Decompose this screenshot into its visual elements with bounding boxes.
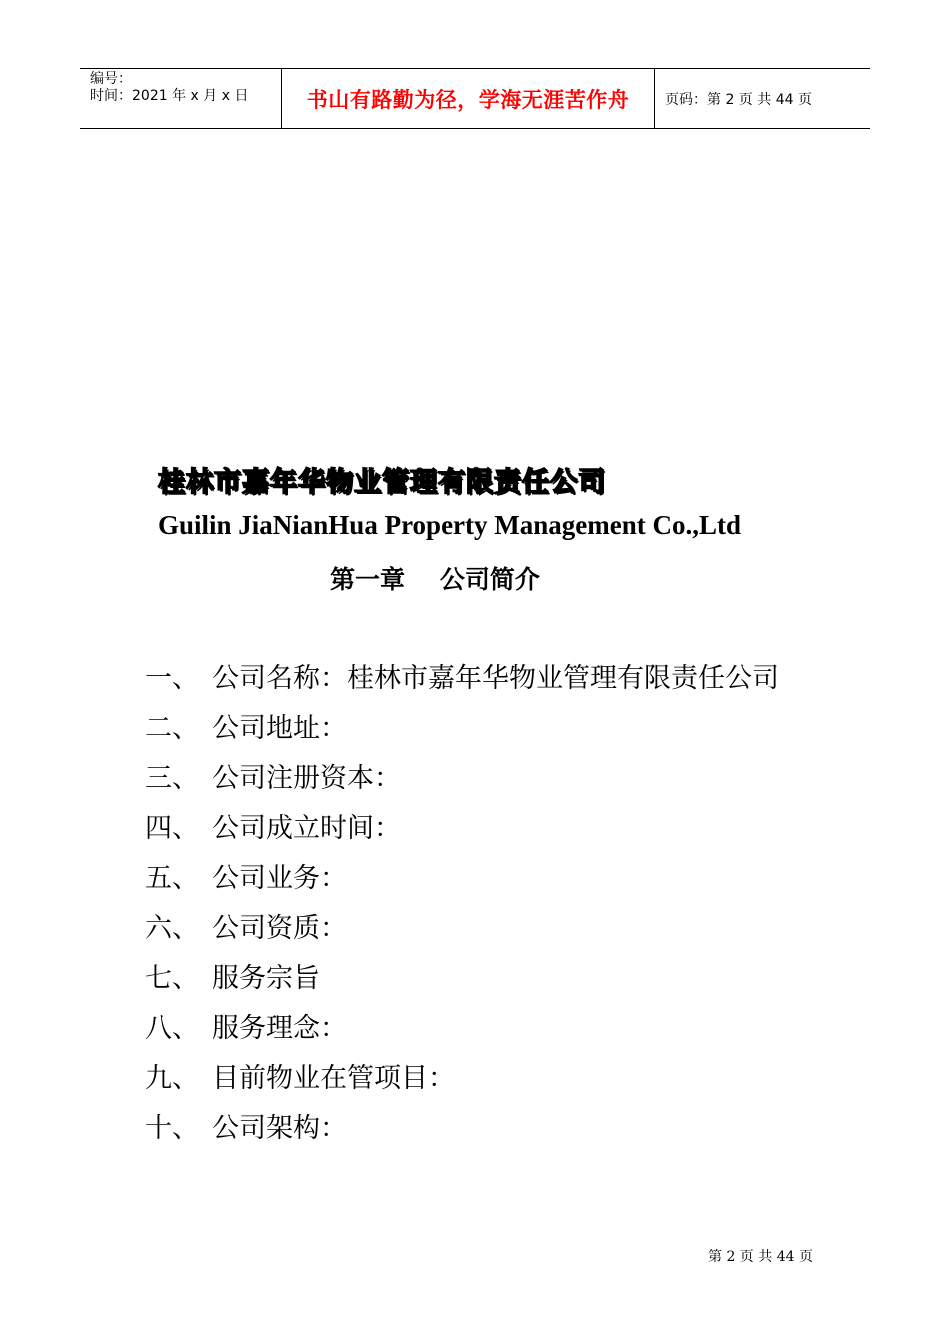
header-page-info: 页码：第 2 页 共 44 页 [665, 91, 812, 108]
code-label: 编号： [90, 71, 132, 87]
outline-number: 七、 [145, 963, 199, 994]
company-name-en: Guilin JiaNianHua Property Management Co.,Ltd [158, 510, 742, 540]
outline-text: 公司成立时间： [212, 813, 401, 844]
outline-item [145, 657, 779, 707]
outline-number: 九、 [145, 1063, 199, 1094]
page-header [80, 68, 870, 129]
outline-number: 八、 [145, 1013, 199, 1044]
outline-number: 二、 [145, 713, 199, 744]
header-motto: 书山有路勤为径，学海无涯苦作舟 [306, 87, 630, 112]
outline-number: 一、 [145, 663, 199, 694]
outline-item [145, 907, 779, 957]
outline-item [145, 957, 779, 1007]
date-line: 时间：2021 年 x 月 x 日 [90, 88, 249, 104]
company-name-cn: 桂林市嘉年华物业管理有限责任公司 [158, 467, 606, 498]
outline-item [145, 707, 779, 757]
outline-number: 六、 [145, 913, 199, 944]
outline-item [145, 1007, 779, 1057]
outline-list [145, 657, 779, 1157]
chapter-title: 第一章 公司简介 [330, 565, 540, 594]
footer-page-number: 第 2 页 共 44 页 [708, 1249, 813, 1265]
header-motto-cell [282, 69, 655, 128]
outline-item [145, 857, 779, 907]
outline-text: 服务宗旨 [212, 963, 320, 994]
outline-text: 公司资质： [212, 913, 347, 944]
outline-text: 公司名称：桂林市嘉年华物业管理有限责任公司 [212, 663, 779, 694]
outline-number: 四、 [145, 813, 199, 844]
outline-text: 公司架构： [212, 1113, 347, 1144]
outline-number: 五、 [145, 863, 199, 894]
header-page-cell [655, 69, 870, 128]
header-meta-cell [80, 69, 282, 128]
outline-number: 十、 [145, 1113, 199, 1144]
outline-text: 公司注册资本： [212, 763, 401, 794]
outline-text: 公司地址： [212, 713, 347, 744]
outline-item [145, 757, 779, 807]
outline-text: 公司业务： [212, 863, 347, 894]
outline-text: 服务理念： [212, 1013, 347, 1044]
outline-item [145, 1057, 779, 1107]
outline-item [145, 807, 779, 857]
outline-item [145, 1107, 779, 1157]
outline-text: 目前物业在管项目： [212, 1063, 455, 1094]
outline-number: 三、 [145, 763, 199, 794]
